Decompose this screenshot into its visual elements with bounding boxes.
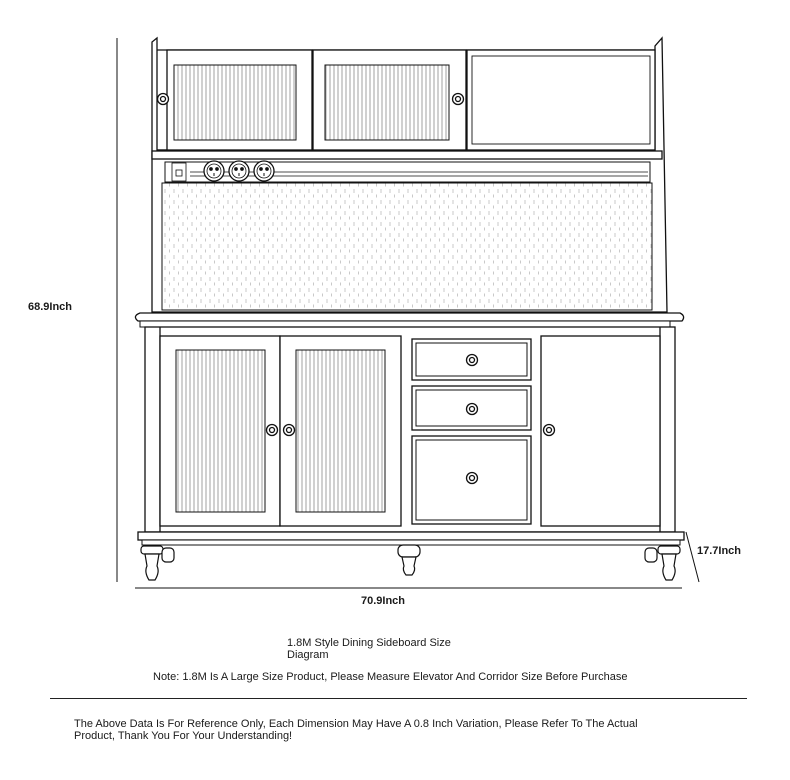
hutch-shelf: [152, 151, 662, 159]
knob-icon: [467, 404, 478, 415]
depth-dimension-line: [686, 532, 699, 582]
knob-icon: [267, 425, 278, 436]
leg-center: [398, 545, 420, 575]
caption-line-1: 1.8M Style Dining Sideboard Size: [287, 637, 451, 649]
leg-left: [141, 546, 174, 580]
divider: [50, 698, 747, 699]
base-door-right: [541, 336, 660, 526]
leg-right: [645, 546, 680, 580]
plinth: [138, 532, 684, 540]
caption-line-2: Diagram: [287, 649, 329, 661]
width-dimension-label: 70.9Inch: [361, 595, 406, 607]
outlet-icon: [204, 161, 224, 181]
disclaimer: [74, 718, 638, 742]
caption: [287, 637, 451, 661]
note-text: Note: 1.8M Is A Large Size Product, Please Measure Elevator And Corridor Size Before Purchase: [153, 671, 628, 683]
outlet-icon: [229, 161, 249, 181]
depth-dimension-label: 17.7Inch: [697, 545, 742, 557]
hutch: [152, 38, 667, 312]
knob-icon: [158, 94, 169, 105]
knob-icon: [284, 425, 295, 436]
disclaimer-line-1: The Above Data Is For Reference Only, Each Dimension May Have A 0.8 Inch Variation, Please Refer To The Actual: [74, 718, 638, 730]
height-dimension-label: 68.9Inch: [28, 301, 73, 313]
knob-icon: [453, 94, 464, 105]
knob-icon: [467, 355, 478, 366]
pegboard-panel: [162, 183, 652, 310]
disclaimer-line-2: Product, Thank You For Your Understanding!: [74, 730, 293, 742]
countertop: [135, 313, 683, 327]
knob-icon: [467, 473, 478, 484]
knob-icon: [544, 425, 555, 436]
base-cabinet: [138, 327, 684, 545]
outlet-icon: [254, 161, 274, 181]
